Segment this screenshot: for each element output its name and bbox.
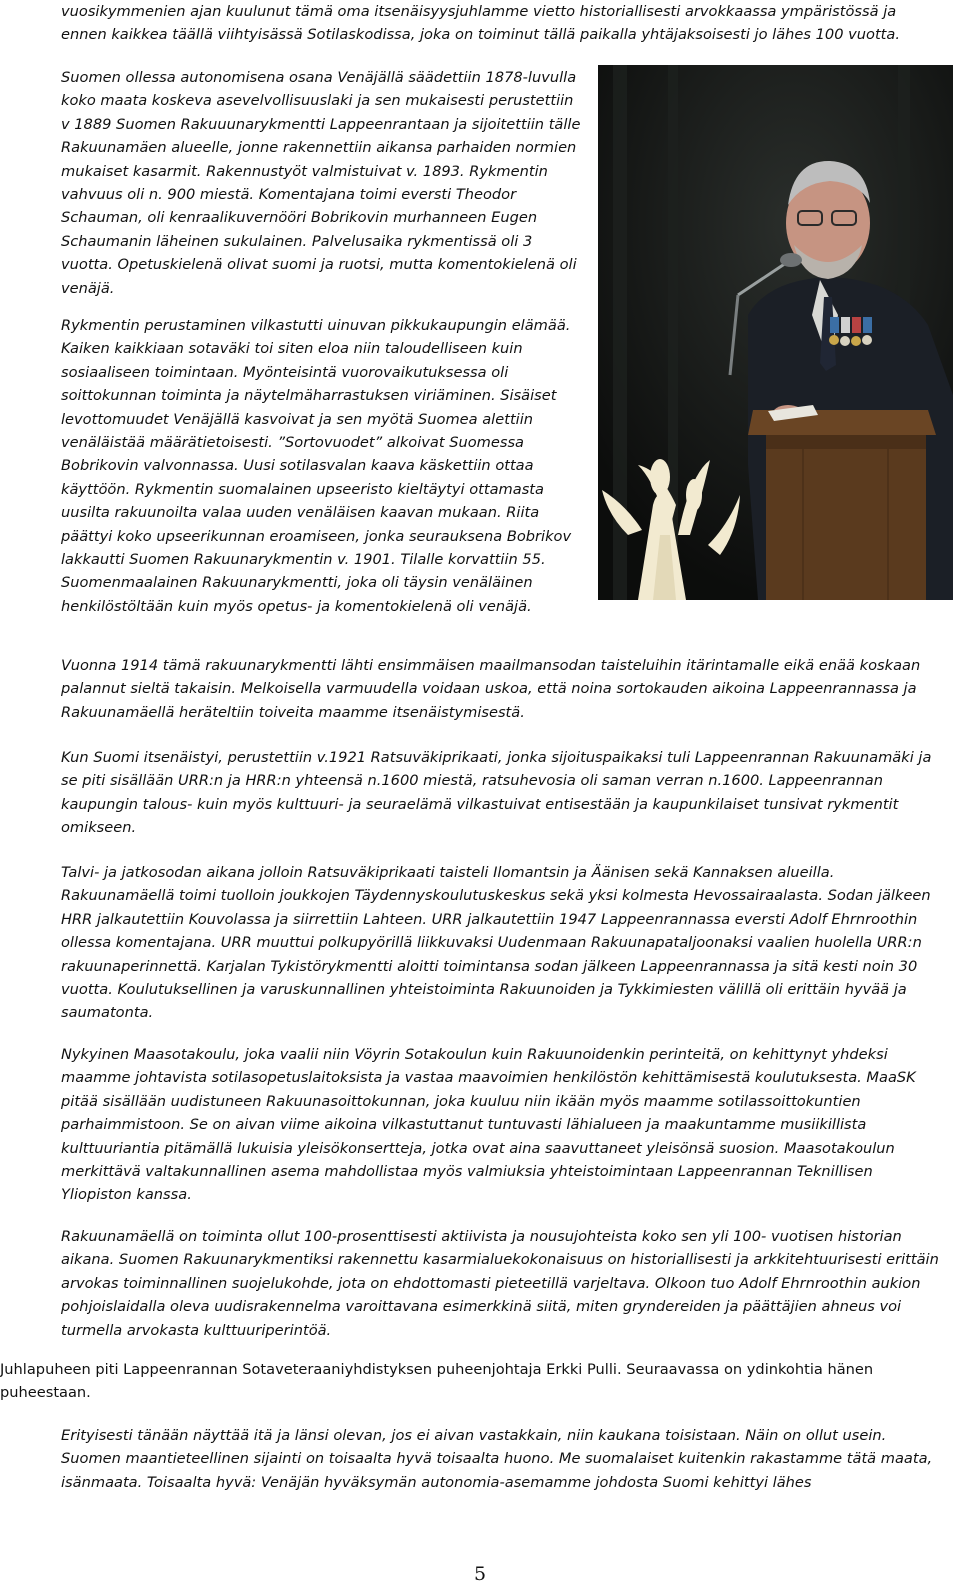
paragraph-speech-excerpt: Erityisesti tänään näyttää itä ja länsi olevan, jos ei aivan vastakkain, niin kaukana toisistaan. Näin on ollut usein. Suomen maantieteellinen sijainti on toisaalta hyvä toisaalta huono. Me suomalaiset kuitenkin rakastamme tätä maata, isänmaata. Toisaalta hyvä: Venäjän hyväksymän autonomia-asemamme johdosta Suomi kehittyi lähes: [61, 1427, 933, 1491]
paragraph-intro: vuosikymmenien ajan kuulunut tämä oma itsenäisyysjuhlamme vietto historiallisesti arvokkaassa ympäristössä ja ennen kaikkea täällä viihtyisässä Sotilaskodissa, joka on toiminut tällä paikalla yhtäjaksoisesti jo lähes 100 vuotta.: [61, 3, 900, 44]
paragraph-regiment-life: Rykmentin perustaminen vilkastutti uinuvan pikkukaupungin elämää. Kaiken kaikkiaan sotaväki toi siten eloa niin taloudelliseen kuin sosiaaliseen toimintaan. Myönteisintä vuorovaikutuksessa oli soittokunnan toiminta ja näytelmäharrastuksen viriäminen. Sisäiset levottomuudet Venäjällä kasvoivat ja sen myötä Suomea alettiin venäläistää määrätietoisesti. ”Sortovuodet” alkoivat Suomessa Bobrikovin valvonnassa. Uusi sotilasvalan kaava käskettiin ottaa käyttöön. Rykmentin suomalainen upseeristo kieltäytyi ottamasta uusilta rakuunoilta valaa uuden venäläisen kaavan mukaan. Riita päättyi koko upseerikunnan eroamiseen, jonka seurauksena Bobrikov lakkautti Suomen Rakuunarykmentin v. 1901. Tilalle korvattiin 55. Suomenmaalainen Rakuunarykmentti, joka oli täysin venäläinen henkilöstöltään kuin myös opetus- ja komentokielenä oli venäjä.: [61, 317, 572, 615]
paragraph-wwi: Vuonna 1914 tämä rakuunarykmentti lähti ensimmäisen maailmansodan taisteluihin itärintamalle eikä enää koskaan palannut sieltä takaisin. Melkoisella varmuudella voidaan uskoa, että noina sortokauden aikoina Lappeenrannassa ja Rakuunamäellä heräteltiin toiveita maamme itsenäistymisestä.: [61, 657, 921, 721]
paragraph-speech-intro: Juhlapuheen piti Lappeenrannan Sotaveteraaniyhdistyksen puheenjohtaja Erkki Pulli. Seuraavassa on ydinkohtia hänen puheestaan.: [0, 1361, 874, 1402]
speaker-photo-illustration: [598, 65, 953, 600]
speaker-photo: [598, 65, 953, 600]
paragraph-heritage: Rakuunamäellä on toiminta ollut 100-prosenttisesti aktiivista ja nousujohteista koko sen yli 100- vuotisen historian aikana. Suomen Rakuunarykmentiksi rakennettu kasarmialuekokonaisuus on historiallisesti ja arkkitehtuurisesti erittäin arvokas toiminnallinen suojelukohde, jota on ehdottomasti pieteetillä varjeltava. Olkoon tuo Adolf Ehrnroothin aukion pohjoislaidalla oleva uudisrakennelma varoittavana esimerkkinä siitä, miten gryndereiden ja päättäjien ahneus voi turmella arvokasta kulttuuriperintöä.: [61, 1228, 939, 1339]
paragraph-army-academy: Nykyinen Maasotakoulu, joka vaalii niin Vöyrin Sotakoulun kuin Rakuunoidenkin perinteitä, on kehittynyt yhdeksi maamme johtavista sotilasopetuslaitoksista ja vastaa maavoimien henkilöstön kehittämisestä koulutuksesta. MaaSK pitää sisällään uudistuneen Rakuunasoittokunnan, joka kuuluu niin ikään myös maamme sotilassoittokuntien parhaimmistoon. Se on aivan viime aikoina vilkastuttanut tuntuvasti lähialueen ja maakuntamme musiikillista kulttuuriantia pitämällä lukuisia yleisökonsertteja, jotka ovat aina saavuttaneet yleisönsä suosion. Maasotakoulun merkittävä valtakunnallinen asema mahdollistaa myös valmiuksia yhteistoimintaan Lappeenrannan Teknillisen Yliopiston kanssa.: [61, 1046, 916, 1204]
paragraph-wartime: Talvi- ja jatkosodan aikana jolloin Ratsuväkiprikaati taisteli Ilomantsin ja Äänisen sekä Kannaksen alueilla. Rakuunamäellä toimi tuolloin joukkojen Täydennyskoulutuskeskus sekä yksi kolmesta Hevossairaalasta. Sodan jälkeen HRR jalkautettiin Kouvolassa ja siirrettiin Lahteen. URR jalkautettiin 1947 Lappeenrannassa eversti Adolf Ehrnroothin ollessa komentajana. URR muuttui polkupyörillä liikkuvaksi Uudenmaan Rakuunapataljoonaksi vaalien huolella URR:n rakuunaperinnettä. Karjalan Tykistörykmentti aloitti toimintansa sodan jälkeen Lappeenrannassa ja sitä kesti noin 30 vuotta. Koulutuksellinen ja varuskunnallinen yhteistoiminta Rakuunoiden ja Tykkimiesten välillä oli erittäin hyvää ja saumatonta.: [61, 864, 931, 1022]
paragraph-regiment-founding: Suomen ollessa autonomisena osana Venäjällä säädettiin 1878-luvulla koko maata koskeva asevelvollisuuslaki ja sen mukaisesti perustettiin v 1889 Suomen Rakuuunarykmentti Lappeenrantaan ja sijoitettiin tälle Rakuunamäen alueelle, jonne rakennettiin aikansa parhaiden normien mukaiset kasarmit. Rakennustyöt valmistuivat v. 1893. Rykmentin vahvuus oli n. 900 miestä. Komentajana toimi eversti Theodor Schauman, oli kenraalikuvernööri Bobrikovin murhanneen Eugen Schaumanin läheinen sukulainen. Palvelusaika rykmentissä oli 3 vuotta. Opetuskielenä olivat suomi ja ruotsi, mutta komentokielenä oli venäjä.: [61, 69, 581, 297]
paragraph-independence: Kun Suomi itsenäistyi, perustettiin v.1921 Ratsuväkiprikaati, jonka sijoituspaikaksi tuli Lappeenrannan Rakuunamäki ja se piti sisällään URR:n ja HRR:n yhteensä n.1600 miestä, ratsuhevosia oli saman verran n.1600. Lappeenrannan kaupungin talous- kuin myös kulttuuri- ja seuraelämä vilkastuivat entisestään ja kaupunkilaiset tunsivat rykmentit omikseen.: [61, 749, 932, 837]
page-number: 5: [473, 1563, 487, 1585]
